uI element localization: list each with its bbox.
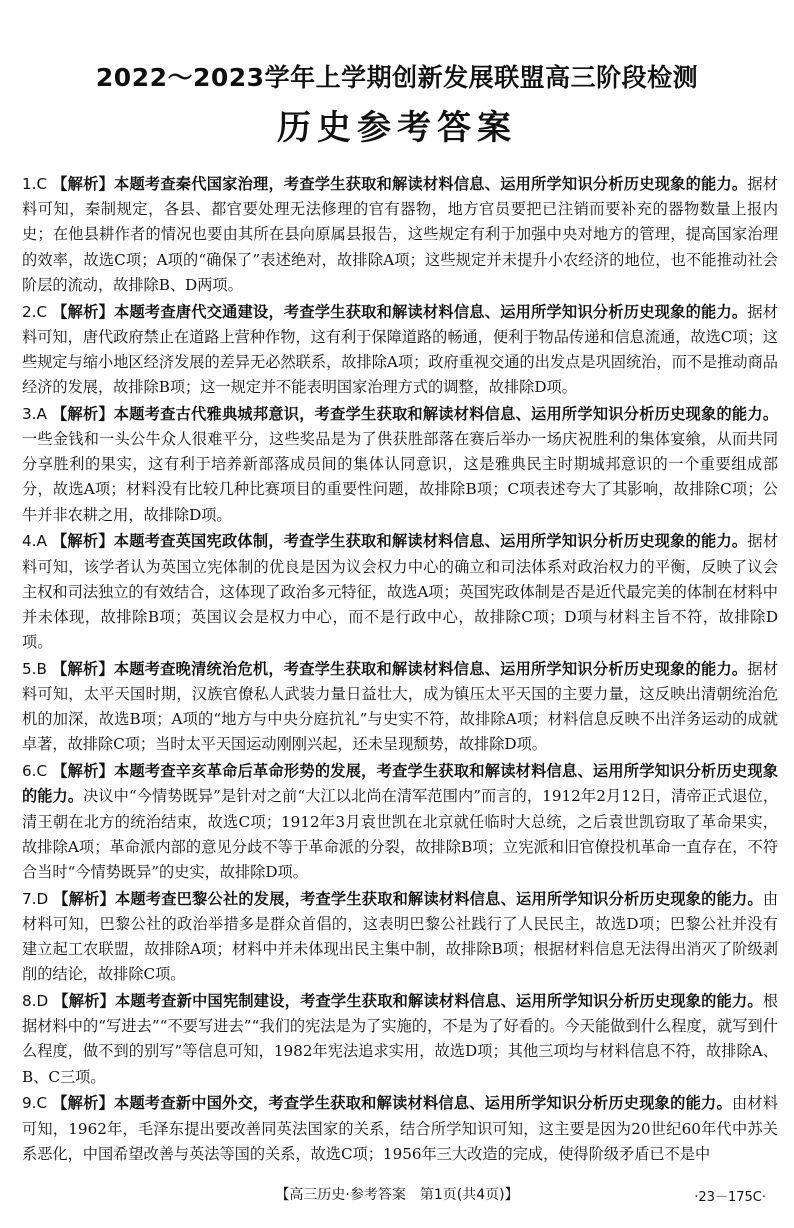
page-footer: 【高三历史·参考答案 第1页(共4页)】 — [275, 1187, 519, 1203]
answer-body: 据材料可知，秦制规定，各县、都官要处理无法修理的官有器物，地方官员要把已注销而要补充的器物数量上报内史；在他县耕作者的情况也要由其所在县向原属县报告，这些规定有利于加强中央对地方的管理，提高国家治理的效率，故选C项；A项的“确保了”表述绝对，故排除A项；这些规定并未提升小农经济的地位，也不能推动社会阶层的流动，故排除B、D两项。 — [22, 175, 779, 294]
answer-item-4 — [22, 529, 778, 655]
answer-number: 8.D — [22, 992, 49, 1010]
answer-body: 由材料可知，巴黎公社的政治举措多是群众首倡的，这表明巴黎公社践行了人民民主，故选D项；巴黎公社并没有建立起工农联盟，故排除A项；材料中并未体现出民主集中制，故排除B项；根据材料信息无法得出消灭了阶级剥削的结论，故排除C项。 — [22, 889, 779, 984]
answer-body: 决议中“今情势既异”是针对之前“大江以北尚在清军范围内”而言的，1912年2月12日，清帝正式退位，清王朝在北方的统治结束，故选C项；1912年3月袁世凯在北京就任临时大总统，之后袁世凯窃取了革命果实，故排除A项；革命派内部的意见分歧不等于革命派的分裂，故排除B项；立宪派和旧官僚投机革命一直存在，不符合当时“今情势既异”的史实，故排除D项。 — [22, 787, 779, 881]
document-code: ·23－175C· — [694, 1190, 766, 1205]
answer-body: 根据材料中的“写进去”“不要写进去”“我们的宪法是为了实施的，不是为了好看的。今天能做到什么程度，就写到什么程度，做不到的别写”等信息可知，1982年宪法追求实用，故选D项；其他三项均与材料信息不符，故排除A、B、C三项。 — [22, 992, 779, 1086]
answer-body: 由材料可知，1962年，毛泽东提出要改善同英法国家的关系，结合所学知识可知，这主要是因为20世纪60年代中苏关系恶化，中国希望改善与英法等国的关系，故选C项；1956年三大改造的完成，使得阶级矛盾已不是中 — [22, 1094, 779, 1163]
answer-number: 5.B — [22, 659, 47, 678]
answer-item-6 — [22, 759, 778, 885]
answer-item-5 — [22, 657, 778, 758]
answer-lead: 本题考查新中国外交，考查学生获取和解读材料信息、运用所学知识分析历史现象的能力。 — [114, 1094, 732, 1113]
analysis-tag: 【解析】 — [52, 175, 114, 193]
answer-lead: 本题考查古代雅典城邦意识，考查学生获取和解读材料信息、运用所学知识分析历史现象的能力。 — [113, 404, 779, 423]
answer-number: 9.C — [22, 1094, 48, 1113]
answer-number: 2.C — [22, 302, 48, 321]
answer-number: 1.C — [22, 175, 48, 193]
answer-body: 据材料可知，该学者认为英国立宪体制的优良是因为议会权力中心的确立和司法体系对政治权力的平衡，反映了议会主权和司法独立的有效结合，这体现了政治多元特征，故选A项；英国宪政体制是否是近代最完美的体制在材料中并未体现，故排除B项；英国议会是权力中心，而不是行政中心，故排除C项；D项与材料主旨不符，故排除D项。 — [22, 532, 779, 652]
answer-item-7 — [22, 887, 778, 988]
analysis-tag: 【解析】 — [52, 302, 114, 321]
answer-lead: 本题考查英国宪政体制，考查学生获取和解读材料信息、运用所学知识分析历史现象的能力。 — [113, 532, 748, 551]
answer-lead: 本题考查秦代国家治理，考查学生获取和解读材料信息、运用所学知识分析历史现象的能力。 — [114, 175, 748, 193]
answer-item-1 — [22, 172, 778, 298]
answer-lead: 本题考查辛亥革命后革命形势的发展，考查学生获取和解读材料信息、运用所学知识分析历史现象的能力。 — [22, 762, 779, 806]
analysis-tag: 【解析】 — [53, 889, 115, 908]
answer-lead: 本题考查唐代交通建设，考查学生获取和解读材料信息、运用所学知识分析历史现象的能力。 — [114, 302, 748, 321]
document-title: 2022～2023学年上学期创新发展联盟高三阶段检测 — [95, 63, 699, 92]
analysis-tag: 【解析】 — [52, 1094, 114, 1113]
answer-body: 一些金钱和一头公牛众人很难平分，这些奖品是为了供获胜部落在赛后举办一场庆祝胜利的集体宴飨，从而共同分享胜利的果实，这有利于培养新部落成员间的集体认同意识，这是雅典民主时期城邦意识的一个重要组成部分，故选A项；材料没有比较几种比赛项目的重要性问题，故排除B项；C项表述夸大了其影响，故排除C项；公牛并非农耕之用，故排除D项。 — [22, 430, 778, 524]
analysis-tag: 【解析】 — [52, 659, 114, 678]
answer-list — [22, 172, 778, 1168]
answer-lead: 本题考查新中国宪制建设，考查学生获取和解读材料信息、运用所学知识分析历史现象的能力。 — [114, 992, 763, 1010]
answer-number: 4.A — [22, 532, 47, 551]
answer-number: 7.D — [22, 889, 49, 908]
answer-item-9 — [22, 1091, 778, 1167]
analysis-tag: 【解析】 — [52, 762, 114, 781]
analysis-tag: 【解析】 — [53, 992, 115, 1010]
answer-number: 6.C — [22, 762, 48, 781]
answer-number: 3.A — [22, 404, 47, 423]
analysis-tag: 【解析】 — [51, 532, 114, 551]
answer-item-3 — [22, 402, 778, 528]
answer-item-2 — [22, 300, 778, 401]
answer-body: 据材料可知，太平天国时期，汉族官僚私人武装力量日益壮大，成为镇压太平天国的主要力量，这反映出清朝统治危机的加深，故选B项；A项的“地方与中央分庭抗礼”与史实不符，故排除A项；材料信息反映不出洋务运动的成就卓著，故排除C项；当时太平天国运动刚刚兴起，还未呈现颓势，故排除D项。 — [22, 659, 779, 754]
answer-body: 据材料可知，唐代政府禁止在道路上营种作物，这有利于保障道路的畅通，便利于物品传递和信息流通，故选C项；这些规定与缩小地区经济发展的差异无必然联系，故排除A项；政府重视交通的出发点是巩固统治，而不是推动商品经济的发展，故排除B项；这一规定并不能表明国家治理方式的调整，故排除D项。 — [22, 302, 779, 397]
answer-lead: 本题考查晚清统治危机，考查学生获取和解读材料信息、运用所学知识分析历史现象的能力。 — [113, 659, 748, 678]
analysis-tag: 【解析】 — [51, 404, 114, 423]
answer-item-8 — [22, 989, 778, 1090]
document-subtitle: 历史参考答案 — [277, 108, 517, 148]
answer-lead: 本题考查巴黎公社的发展，考查学生获取和解读材料信息、运用所学知识分析历史现象的能力。 — [114, 889, 763, 908]
